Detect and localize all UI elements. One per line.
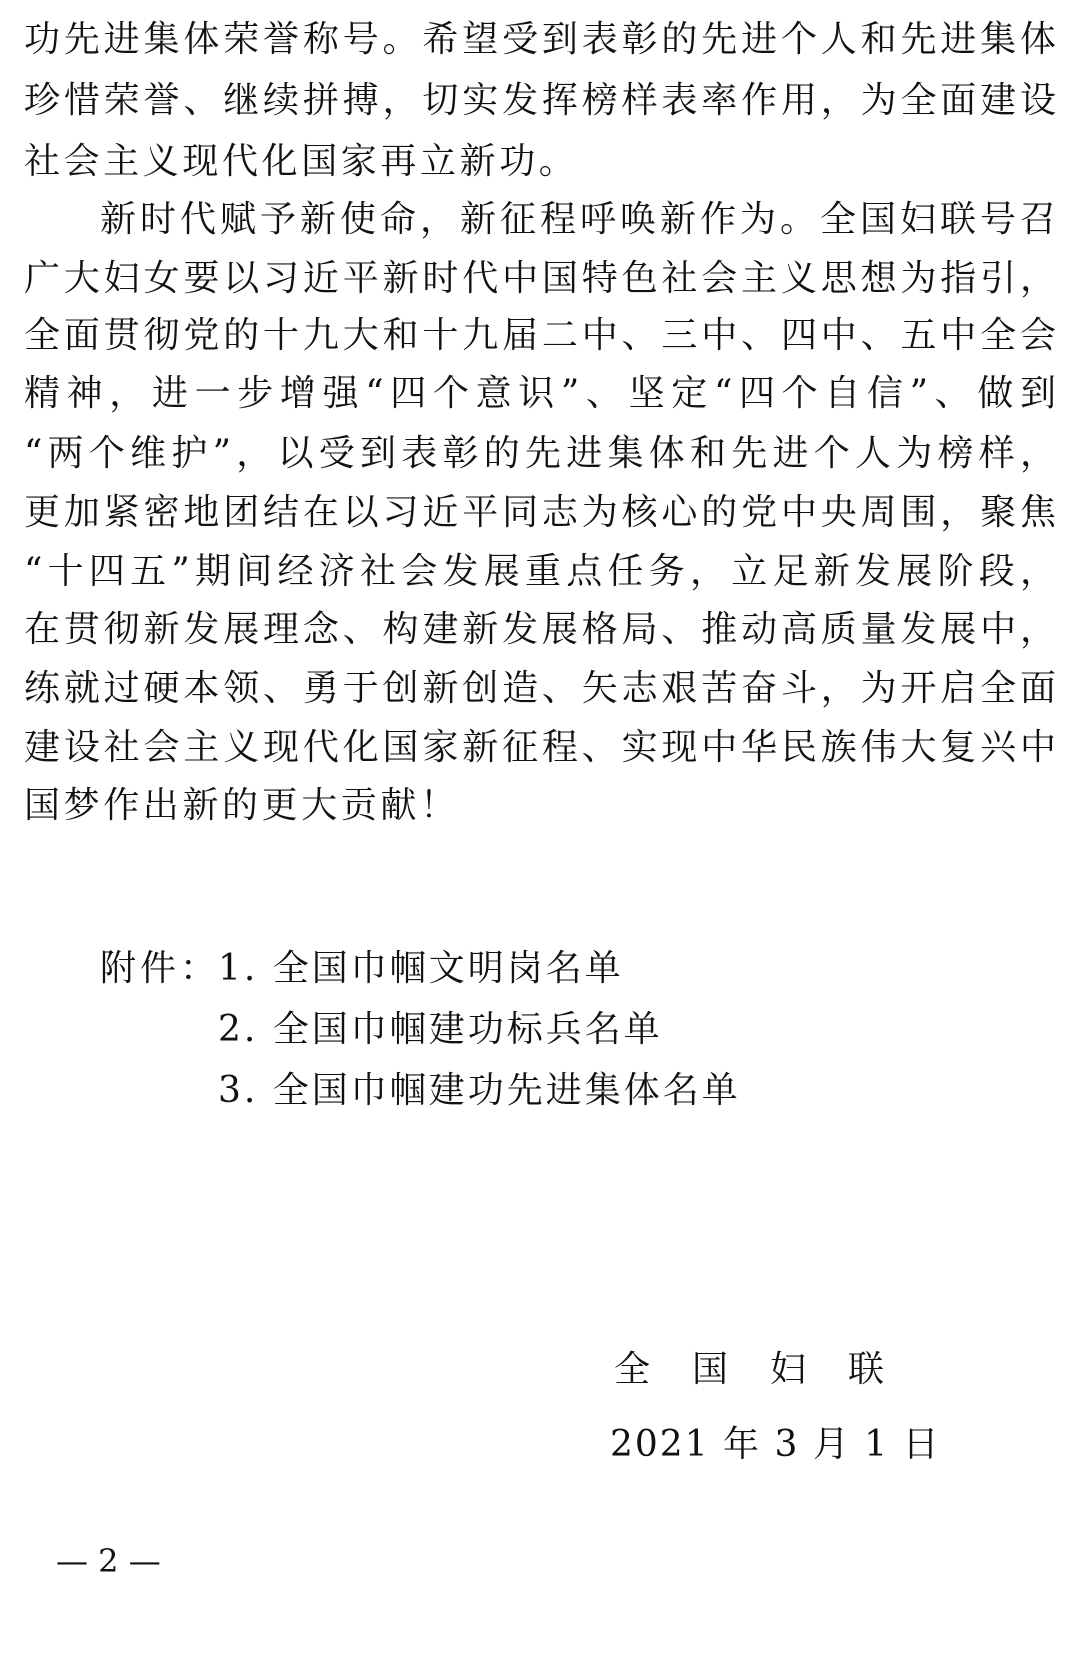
body-line: 新时代赋予新使命，新征程呼唤新作为。全国妇联号召: [100, 199, 1056, 240]
attachment-item: 2. 全国巾帼建功标兵名单: [218, 1009, 663, 1050]
body-line: 功先进集体荣誉称号。希望受到表彰的先进个人和先进集体: [24, 19, 1056, 60]
attachments-label: 附件：: [100, 948, 221, 989]
body-line: 精神，进一步增强“四个意识”、坚定“四个自信”、做到: [24, 373, 1056, 414]
body-line: 在贯彻新发展理念、构建新发展格局、推动高质量发展中，: [24, 609, 1056, 650]
body-line: 珍惜荣誉、继续拼搏，切实发挥榜样表率作用，为全面建设: [24, 80, 1056, 121]
signature-date: 2021 年 3 月 1 日: [610, 1424, 941, 1465]
body-line: “两个维护”，以受到表彰的先进集体和先进个人为榜样，: [24, 433, 1056, 474]
body-line: 全面贯彻党的十九大和十九届二中、三中、四中、五中全会: [24, 315, 1056, 356]
body-line: 社会主义现代化国家再立新功。: [24, 141, 579, 182]
body-line: 国梦作出新的更大贡献！: [24, 785, 460, 826]
attachment-item: 3. 全国巾帼建功先进集体名单: [218, 1070, 741, 1111]
body-line: 建设社会主义现代化国家新征程、实现中华民族伟大复兴中: [24, 727, 1056, 768]
body-line: 更加紧密地团结在以习近平同志为核心的党中央周围，聚焦: [24, 492, 1056, 533]
signature-organization: 全国妇联: [614, 1349, 927, 1390]
page-number: — 2 —: [56, 1542, 161, 1580]
attachment-item: 1. 全国巾帼文明岗名单: [218, 948, 624, 989]
body-line: 广大妇女要以习近平新时代中国特色社会主义思想为指引，: [24, 258, 1056, 299]
body-line: 练就过硬本领、勇于创新创造、矢志艰苦奋斗，为开启全面: [24, 668, 1056, 709]
body-line: “十四五”期间经济社会发展重点任务，立足新发展阶段，: [24, 551, 1056, 592]
